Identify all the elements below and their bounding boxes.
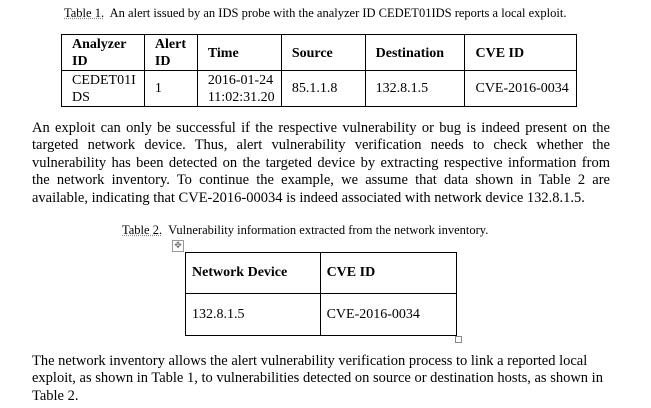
header-network-device: Network Device [186,253,321,294]
header-cve-id: CVE ID [465,35,577,71]
header-cve-id: CVE ID [320,253,456,294]
header-source: Source [281,35,365,71]
cell-cve-id: CVE-2016-0034 [320,294,456,336]
table1-caption-text: An alert issued by an IDS probe with the analyzer ID CEDET01IDS reports a local exploit. [109,6,567,20]
table-row [62,71,577,107]
cell-source: 85.1.1.8 [281,71,365,107]
cell-network-device: 132.8.1.5 [186,294,321,336]
table-row [186,294,457,336]
resize-square-icon[interactable] [455,336,462,343]
table2-caption-text: Vulnerability information extracted from the network inventory. [168,223,489,237]
header-alert-id: Alert ID [144,35,197,71]
table1-caption [64,6,566,21]
move-cross-icon[interactable]: ✥ [172,240,184,252]
body-paragraph-2: The network inventory allows the alert vulnerability verification process to link a reported local exploit, as shown in Table 1, to vulnerabilities detected on source or destination hosts, as shown in Table 2. [32,353,603,404]
cell-cve-id: CVE-2016-0034 [465,71,577,107]
body-paragraph-1: An exploit can only be successful if the respective vulnerability or bug is indeed present on the targeted network device. Thus, alert vulnerability verification needs to check whether the vulnerability has been detected on the targeted device by extracting respective information from the network inventory. To continue the example, we assume that data shown in Table 2 are available, indicating that CVE-2016-00034 is indeed associated with network device 132.8.1.5. [32,120,610,206]
table2-caption [122,223,488,238]
header-time: Time [197,35,281,71]
header-destination: Destination [365,35,465,71]
table2-caption-label: Table 2. [122,223,163,237]
table-header-row [62,35,577,71]
header-analyzer-id: Analyzer ID [62,35,145,71]
cell-destination: 132.8.1.5 [365,71,465,107]
cell-analyzer-id: CEDET01IDS [62,71,145,107]
table-header-row [186,253,457,294]
table1-caption-label: Table 1. [64,6,105,20]
cell-alert-id: 1 [144,71,197,107]
alert-table [61,34,577,107]
cell-time: 2016-01-24 11:02:31.20 [197,71,281,107]
vulnerability-table [185,252,457,336]
